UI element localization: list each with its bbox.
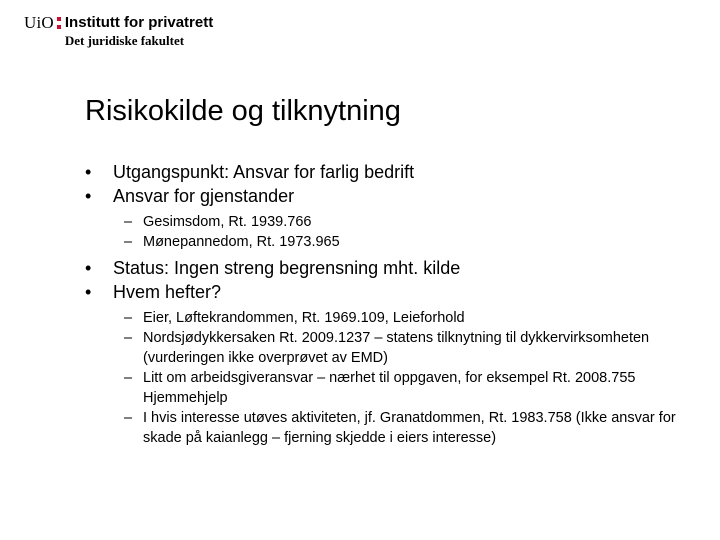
logo-faculty: Det juridiske fakultet (64, 33, 185, 48)
bullet-text: Hvem hefter? (113, 282, 222, 302)
dash-mark: – (124, 330, 133, 346)
bullet-list (85, 256, 695, 304)
bullet-item (85, 184, 695, 208)
dash-mark: – (124, 410, 133, 426)
bullet-mark: • (85, 186, 92, 206)
uio-logo (24, 14, 213, 48)
bullet-text: Ansvar for gjenstander (113, 186, 295, 206)
dash-mark: – (124, 234, 133, 250)
sub-item (85, 408, 695, 448)
slide-content (85, 160, 695, 452)
sub-item (85, 308, 695, 328)
sub-text: Litt om arbeidsgiveransvar – nærhet til oppgaven, for eksempel Rt. 2008.755 Hjemmehjelp (143, 370, 636, 406)
bullet-mark: • (85, 282, 92, 302)
sub-text: Eier, Løftekrandommen, Rt. 1969.109, Leieforhold (143, 310, 465, 326)
dash-mark: – (124, 214, 133, 230)
bullet-mark: • (85, 258, 92, 278)
sub-text: I hvis interesse utøves aktiviteten, jf. Granatdommen, Rt. 1983.758 (Ikke ansvar for skade på kaianlegg – fjerning skjedde i eiers interesse) (143, 410, 676, 446)
dash-mark: – (124, 310, 133, 326)
dash-mark: – (124, 370, 133, 386)
logo-uio-text: UiO (24, 13, 54, 32)
bullet-text: Status: Ingen streng begrensning mht. kilde (113, 258, 461, 278)
logo-text-block (65, 14, 213, 48)
sub-text: Nordsjødykkersaken Rt. 2009.1237 – statens tilknytning til dykkervirksomheten (vurderingen ikke overprøvet av EMD) (143, 330, 650, 366)
sub-text: Mønepannedom, Rt. 1973.965 (143, 234, 340, 250)
bullet-item (85, 160, 695, 184)
sub-list (85, 308, 695, 448)
sub-item (85, 328, 695, 368)
bullet-text: Utgangspunkt: Ansvar for farlig bedrift (113, 162, 415, 182)
sub-list (85, 212, 695, 252)
logo-institute: Institutt for privatrett (64, 14, 214, 31)
sub-item (85, 212, 695, 232)
bullet-list (85, 160, 695, 208)
bullet-item (85, 256, 695, 280)
sub-item (85, 232, 695, 252)
sub-item (85, 368, 695, 408)
bullet-item (85, 280, 695, 304)
sub-text: Gesimsdom, Rt. 1939.766 (143, 214, 312, 230)
bullet-mark: • (85, 162, 92, 182)
logo-colon-mark (57, 17, 61, 29)
slide-title: Risikokilde og tilknytning (85, 95, 401, 127)
